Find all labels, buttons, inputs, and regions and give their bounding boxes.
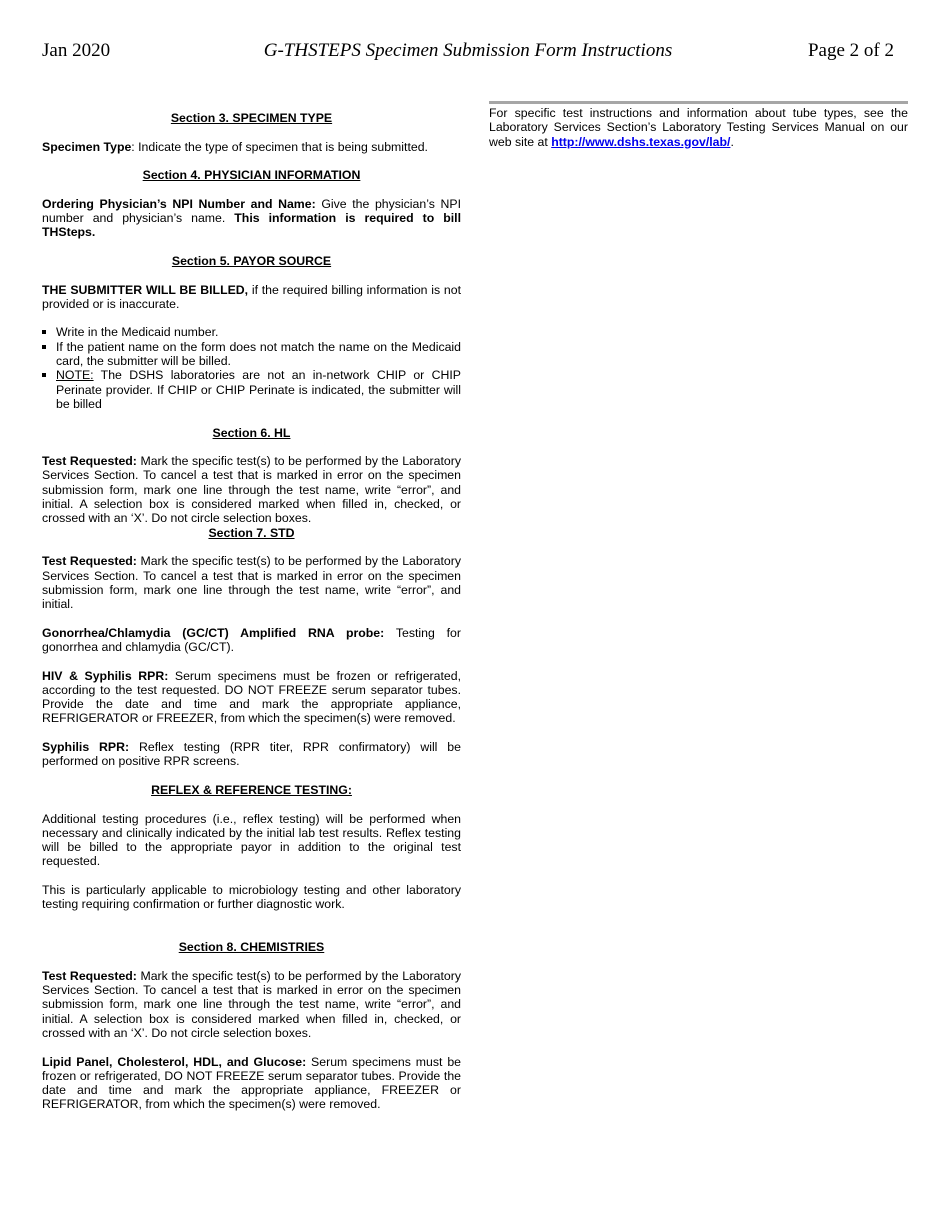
list-item (42, 340, 461, 369)
section-6-heading: Section 6. HL (212, 425, 291, 440)
chem-test-requested-label: Test Requested: (42, 968, 137, 983)
payor-paragraph (42, 283, 461, 312)
hiv-syphilis-paragraph (42, 669, 461, 726)
std-test-requested-paragraph (42, 554, 461, 611)
section-8-heading: Section 8. CHEMISTRIES (178, 940, 325, 955)
test-instructions-text: For specific test instructions and information about tube types, see the Laboratory Services Section’s Laboratory Testing Services Manual on our web site at (489, 106, 908, 149)
specimen-type-label: Specimen Type (42, 139, 132, 154)
chem-test-requested-paragraph (42, 969, 461, 1040)
list-item (42, 325, 461, 339)
specimen-type-text: : Indicate the type of specimen that is being submitted. (131, 139, 428, 154)
lipid-panel-text: Serum specimens must be frozen or refrigerated, DO NOT FREEZE serum separator tubes. Provide the date and time and mark the appropriate appliance, FREEZER or REFRIGERATOR, from which the specimen(s) were removed. (42, 1054, 461, 1112)
header-title: G-THSTEPS Specimen Submission Form Instructions (263, 40, 673, 61)
test-instructions-paragraph (489, 106, 908, 149)
link-period: . (730, 134, 734, 149)
section-5-heading: Section 5. PAYOR SOURCE (171, 253, 332, 268)
reflex-paragraph-1: Additional testing procedures (i.e., reflex testing) will be performed when necessary and clinically indicated by the initial lab test results. Reflex testing will be billed to the appropriate payor in addition to the original test requested. (42, 811, 461, 869)
section-3-heading: Section 3. SPECIMEN TYPE (170, 111, 333, 125)
dshs-lab-link[interactable]: http://www.dshs.texas.gov/lab/ (551, 134, 731, 149)
physician-text: Give the physician’s NPI number and physician’s name. (42, 196, 461, 226)
std-test-requested-text: Mark the specific test(s) to be performed by the Laboratory Services Section. To cancel a test that is marked in error on the specimen submission form, mark one line through the test name, write “error”, and initial. (42, 554, 461, 612)
physician-billing-note: This information is required to bill THSteps. (42, 211, 461, 240)
bullet-text: Write in the Medicaid number. (56, 325, 219, 340)
list-item (42, 368, 461, 411)
gc-ct-label: Gonorrhea/Chlamydia (GC/CT) Amplified RNA probe: (42, 625, 385, 640)
lipid-panel-label: Lipid Panel, Cholesterol, HDL, and Glucose: (42, 1054, 307, 1069)
std-test-requested-label: Test Requested: (42, 554, 137, 569)
syphilis-rpr-label: Syphilis RPR: (42, 740, 130, 755)
bullet-icon (42, 345, 46, 349)
physician-label: Ordering Physician’s NPI Number and Name: (42, 196, 316, 211)
bullet-text: If the patient name on the form does not match the name on the Medicaid card, the submitter will be billed. (56, 339, 461, 369)
right-column (489, 101, 908, 149)
bullet-text: The DSHS laboratories are not an in-network CHIP or CHIP Perinate provider. If CHIP or CHIP Perinate is indicated, the submitter will be billed (56, 368, 461, 411)
hl-test-requested-text: Mark the specific test(s) to be performed by the Laboratory Services Section. To cancel a test that is marked in error on the specimen submission form, mark one line through the test name, write “error”, and initial. A selection box is considered marked when filled in, checked, or crossed with an ‘X’. Do not circle selection boxes. (42, 454, 461, 526)
bullet-icon (42, 330, 46, 334)
syphilis-rpr-paragraph (42, 740, 461, 769)
payor-lead-text: if the required billing information is not provided or is inaccurate. (42, 282, 461, 311)
note-label: NOTE: (56, 368, 94, 383)
hiv-syphilis-label: HIV & Syphilis RPR: (42, 668, 169, 683)
payor-bullet-list (42, 325, 461, 411)
page-header (42, 40, 894, 66)
specimen-type-paragraph (42, 140, 461, 154)
lipid-panel-paragraph (42, 1055, 461, 1112)
section-4-heading: Section 4. PHYSICIAN INFORMATION (142, 168, 361, 183)
reflex-paragraph-2: This is particularly applicable to microbiology testing and other laboratory testing requiring confirmation or further diagnostic work. (42, 883, 461, 912)
syphilis-rpr-text: Reflex testing (RPR titer, RPR confirmatory) will be performed on positive RPR screens. (42, 740, 461, 769)
payor-lead-bold: THE SUBMITTER WILL BE BILLED, (42, 282, 249, 297)
gc-ct-paragraph (42, 626, 461, 655)
gc-ct-text: Testing for gonorrhea and chlamydia (GC/CT). (42, 625, 461, 654)
header-page-number: Page 2 of 2 (807, 40, 894, 61)
section-7-heading: Section 7. STD (208, 525, 295, 540)
reflex-testing-heading: REFLEX & REFERENCE TESTING: (151, 782, 352, 797)
hl-test-requested-label: Test Requested: (42, 454, 137, 469)
hl-test-requested-paragraph (42, 454, 461, 525)
top-divider (489, 101, 908, 104)
header-date: Jan 2020 (42, 40, 111, 61)
chem-test-requested-text: Mark the specific test(s) to be performed by the Laboratory Services Section. To cancel a test that is marked in error on the specimen submission form, mark one line through the test name, write “error”, and initial. A selection box is considered marked when filled in, checked, or crossed with an ‘X’. Do not circle selection boxes. (42, 968, 461, 1040)
hiv-syphilis-text: Serum specimens must be frozen or refrigerated, according to the test requested. DO NOT FREEZE serum separator tubes. Provide the date and time and mark the appropriate appliance, REFRIGERATOR or FREEZER, from which the specimen(s) were removed. (42, 668, 461, 726)
physician-paragraph (42, 197, 461, 240)
bullet-icon (42, 373, 46, 377)
left-column (42, 111, 461, 1112)
